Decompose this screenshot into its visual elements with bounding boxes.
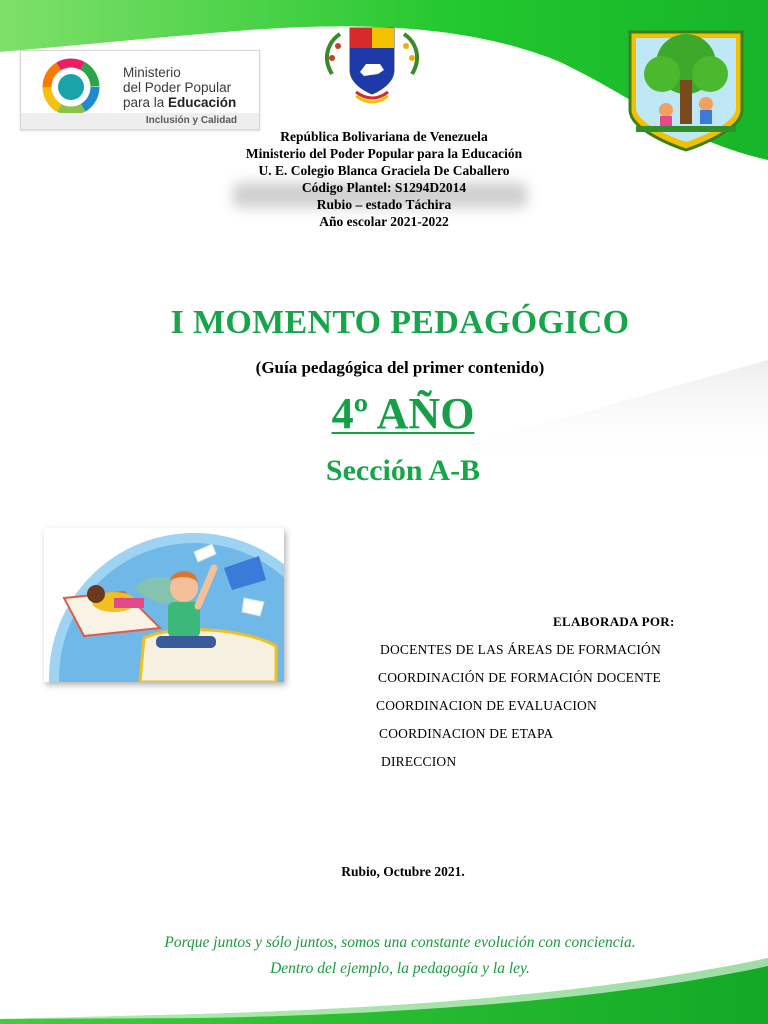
credit-item: COORDINACIÓN DE FORMACIÓN DOCENTE bbox=[378, 670, 661, 685]
ministerio-line1: Ministerio bbox=[123, 65, 181, 80]
reading-kids-illustration bbox=[44, 528, 284, 682]
ministerio-line3a: para la bbox=[123, 95, 169, 110]
ministerio-logo bbox=[20, 50, 260, 130]
coat-of-arms-icon bbox=[318, 24, 426, 108]
header-school-year: Año escolar 2021-2022 bbox=[319, 214, 449, 229]
ministerio-ring-icon bbox=[31, 55, 115, 115]
institution-header bbox=[0, 128, 768, 230]
ministerio-tagline: Inclusión y Calidad bbox=[21, 113, 259, 129]
header-location: Rubio – estado Táchira bbox=[316, 197, 452, 212]
header-republica: República Bolivariana de Venezuela bbox=[280, 129, 488, 144]
document-title: I MOMENTO PEDAGÓGICO bbox=[170, 304, 630, 341]
credit-item: COORDINACION DE ETAPA bbox=[379, 726, 554, 741]
section-label: Sección A-B bbox=[325, 454, 481, 487]
credits-heading: ELABORADA POR: bbox=[553, 614, 675, 629]
credit-item: DIRECCION bbox=[381, 754, 457, 769]
header-school-code: Código Plantel: S1294D2014 bbox=[301, 180, 467, 195]
motto-line2: Dentro del ejemplo, la pedagogía y la ley. bbox=[270, 960, 530, 977]
credit-item: COORDINACION DE EVALUACION bbox=[376, 698, 597, 713]
place-and-date: Rubio, Octubre 2021. bbox=[341, 864, 465, 879]
credit-item: DOCENTES DE LAS ÁREAS DE FORMACIÓN bbox=[380, 642, 661, 657]
grade-year-text: 4º AÑO bbox=[331, 389, 475, 438]
motto-line1: Porque juntos y sólo juntos, somos una constante evolución con conciencia. bbox=[164, 934, 636, 951]
header-ministerio: Ministerio del Poder Popular para la Educación bbox=[245, 146, 523, 161]
header-school-name: U. E. Colegio Blanca Graciela De Caballero bbox=[258, 163, 510, 178]
document-subtitle: (Guía pedagógica del primer contenido) bbox=[255, 358, 545, 377]
ministerio-line2: del Poder Popular bbox=[123, 80, 232, 95]
ministerio-line3b: Educación bbox=[168, 95, 237, 110]
grade-year bbox=[0, 388, 768, 439]
